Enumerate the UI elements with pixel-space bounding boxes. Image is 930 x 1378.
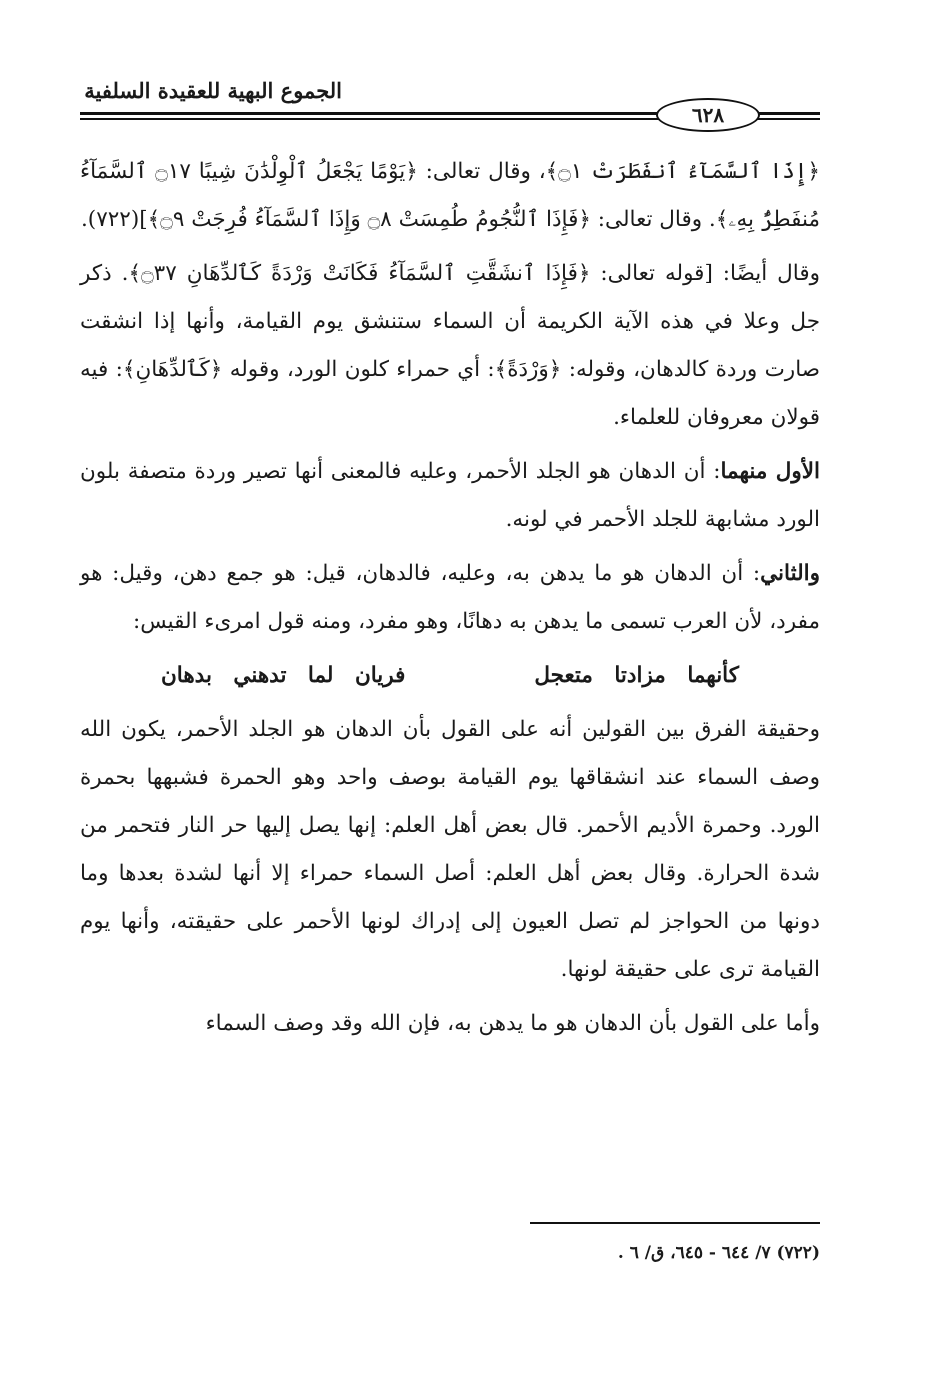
- paragraph-text: وقال أيضًا: [قوله تعالى: ﴿فَإِذَا ٱنشَقَّتِ ٱلسَّمَآءُ فَكَانَتْ وَرْدَةً كَٱلدِّهَانِ ۝٣٧﴾. ذكر جل وعلا في هذه الآية الكريمة أن السماء ستنشق يوم القيامة، وأنها إذا انشقت صارت وردة كالدهان، وقوله: ﴿وَرْدَةً﴾: أي حمراء كلون الورد، وقوله ﴿كَٱلدِّهَانِ﴾: فيه قولان معروفان للعلماء.: [80, 261, 820, 430]
- paragraph-text: وحقيقة الفرق بين القولين أنه على القول بأن الدهان هو الجلد الأحمر، يكون الله وصف السماء عند انشقاقها يوم القيامة بوصف واحد وهو الحمرة فشبهها بحمرة الورد. وحمرة الأديم الأحمر. قال بعض أهل العلم: إنها يصل إليها حر النار فتحمر من شدة الحرارة. وقال بعض أهل العلم: أصل السماء حمراء إلا أنها لشدة بعدها وما دونها من الحواجز لم تصل العيون إلى إدراك لونها الأحمر على حقيقته، وأنها يوم القيامة ترى على حقيقة لونها.: [80, 717, 820, 982]
- paragraph-text: : أن الدهان هو ما يدهن به، وعليه، فالدهان، قيل: هو جمع دهن، وقيل: هو مفرد، لأن العرب تسمى ما يدهن به دهانًا، وهو مفرد، ومنه قول امرىء القيس:: [80, 561, 820, 634]
- page-header: [80, 70, 820, 130]
- page-number: ٦٢٨: [656, 98, 760, 132]
- paragraph-lead: والثاني: [760, 561, 820, 586]
- page-body: [80, 148, 820, 1054]
- paragraph: [80, 550, 820, 646]
- footnote: (٧٢٢) ٧/ ٦٤٤ - ٦٤٥، ق/ ٦ .: [617, 1243, 820, 1263]
- footnote-separator: [530, 1222, 820, 1224]
- paragraph: [80, 1000, 820, 1048]
- paragraph-lead: الأول منهما: [720, 459, 821, 484]
- paragraph: [80, 706, 820, 994]
- poem-first-hemistich: كأنهما مزادتا متعجل: [534, 663, 739, 688]
- paragraph: [80, 148, 820, 244]
- poem-verse: [80, 652, 820, 700]
- poem-second-hemistich: فريان لما تدهني بدهان: [161, 663, 406, 688]
- book-title: الجموع البهية للعقيدة السلفية: [84, 78, 342, 103]
- paragraph-text: ﴿إِذَا ٱلسَّمَآءُ ٱنفَطَرَتْ ۝١﴾، وقال تعالى: ﴿يَوْمًا يَجْعَلُ ٱلْوِلْدَٰنَ شِيبًا ۝١٧ ٱلسَّمَآءُ مُنفَطِرٌۢ بِهِۦ﴾. وقال تعالى: ﴿فَإِذَا ٱلنُّجُومُ طُمِسَتْ ۝٨ وَإِذَا ٱلسَّمَآءُ فُرِجَتْ ۝٩﴾](٧٢٢).: [80, 159, 820, 232]
- paragraph-text: : أن الدهان هو الجلد الأحمر، وعليه فالمعنى أنها تصير وردة متصفة بلون الورد مشابهة للجلد الأحمر في لونه.: [80, 459, 820, 532]
- paragraph-text: وأما على القول بأن الدهان هو ما يدهن به، فإن الله وقد وصف السماء: [205, 1011, 820, 1036]
- paragraph: [80, 448, 820, 544]
- paragraph: [80, 250, 820, 442]
